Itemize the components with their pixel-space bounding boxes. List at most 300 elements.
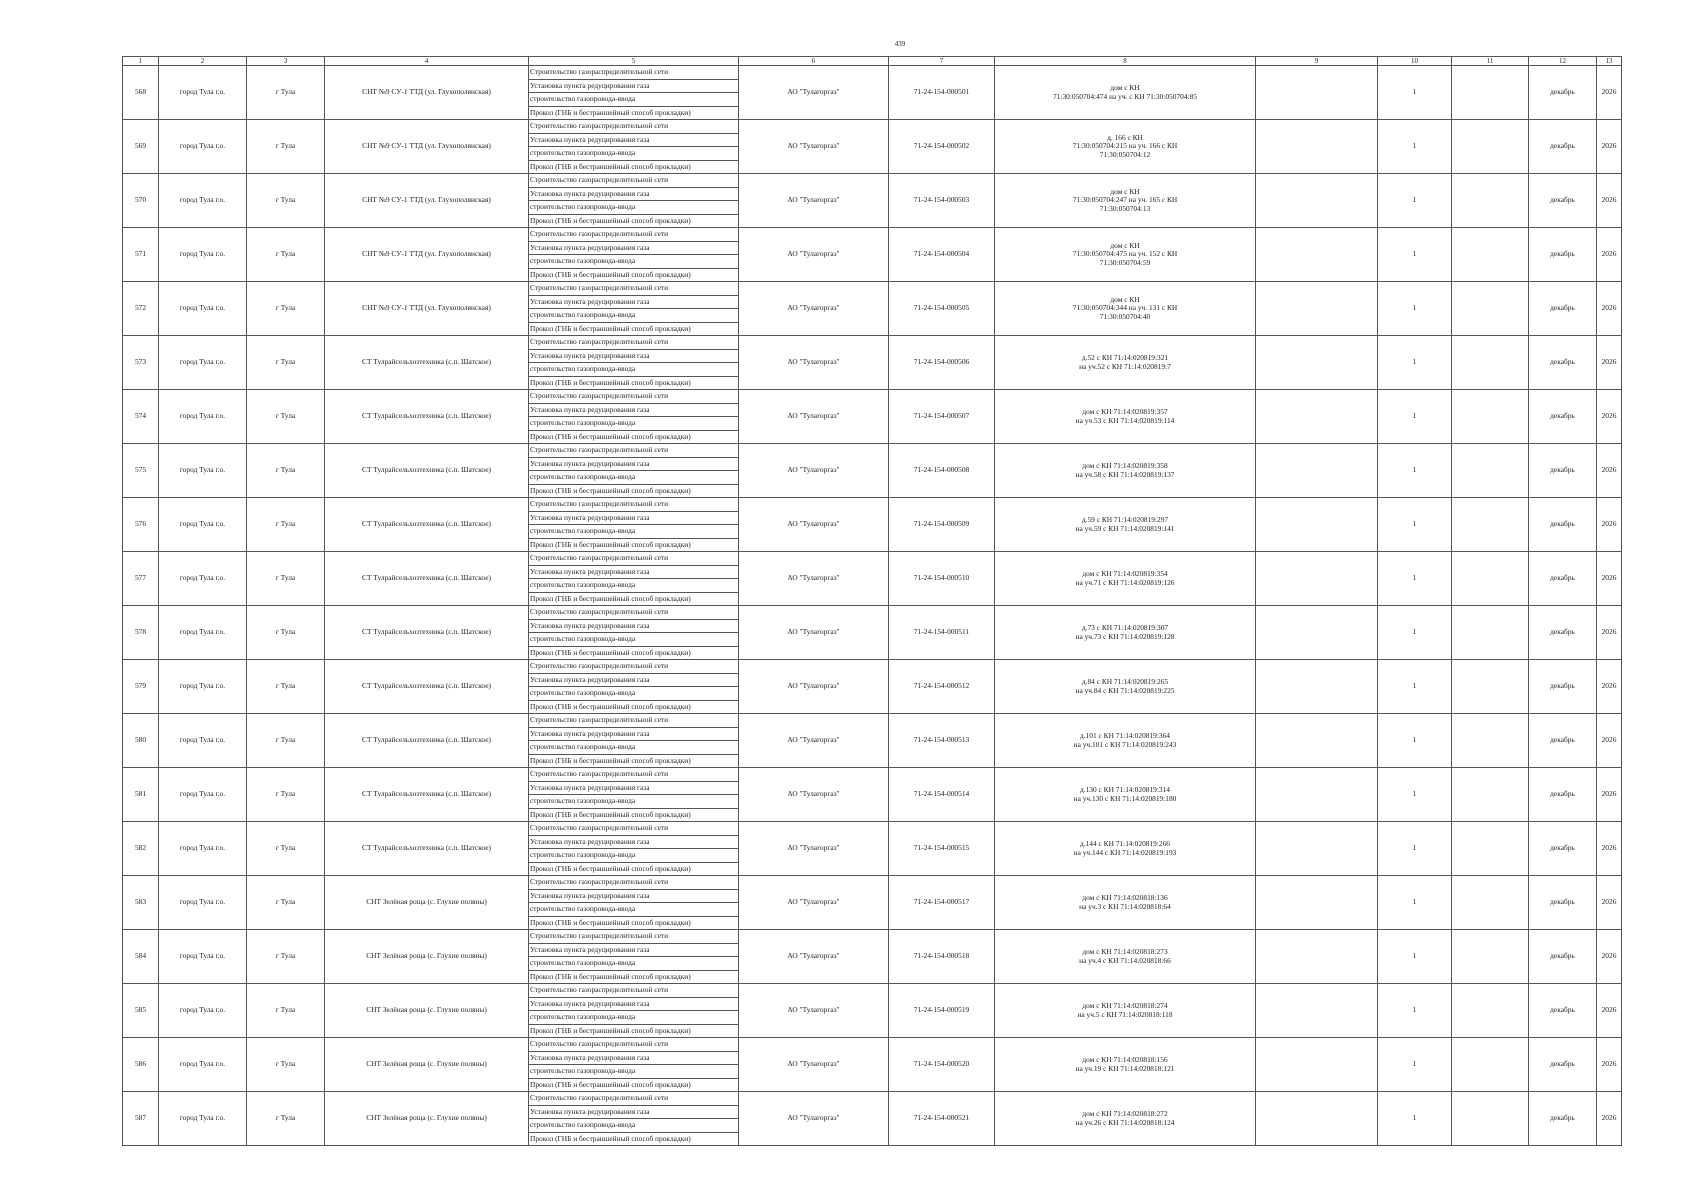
work-item-cell: строительство газопровода-ввода	[529, 579, 739, 593]
object-code-cell: 71-24-154-000518	[889, 930, 995, 984]
work-item-cell: строительство газопровода-ввода	[529, 1119, 739, 1133]
month-cell: декабрь	[1529, 66, 1597, 120]
column-header: 7	[889, 57, 995, 66]
table-row	[123, 984, 1622, 998]
table-row	[123, 444, 1622, 458]
work-item-cell: строительство газопровода-ввода	[529, 849, 739, 863]
empty-cell	[1256, 660, 1378, 714]
work-item-cell: Установка пункта редуцирования газа	[529, 241, 739, 255]
row-number: 578	[123, 606, 159, 660]
row-number: 587	[123, 1092, 159, 1146]
quantity-cell: 1	[1378, 444, 1452, 498]
address-cell	[995, 1038, 1256, 1092]
empty-cell	[1256, 498, 1378, 552]
address-line: д.73 с КН 71:14:020819:307	[1081, 623, 1169, 633]
work-item-cell: Прокол (ГНБ и бестраншейный способ прокладки)	[529, 268, 739, 282]
column-header: 6	[739, 57, 889, 66]
locality-cell: г Тула	[247, 498, 325, 552]
object-name-cell: СТ Тулрайсельхозтехника (с.п. Шатское)	[325, 390, 529, 444]
empty-cell	[1256, 336, 1378, 390]
month-cell: декабрь	[1529, 930, 1597, 984]
month-cell: декабрь	[1529, 282, 1597, 336]
object-name-cell: СТ Тулрайсельхозтехника (с.п. Шатское)	[325, 822, 529, 876]
work-item-cell: строительство газопровода-ввода	[529, 687, 739, 701]
work-item-cell: строительство газопровода-ввода	[529, 363, 739, 377]
empty-cell	[1452, 1092, 1529, 1146]
work-item-cell: Строительство газораспределительной сети	[529, 444, 739, 458]
district-cell: город Тула г.о.	[159, 1038, 247, 1092]
row-number: 577	[123, 552, 159, 606]
month-cell: декабрь	[1529, 714, 1597, 768]
object-code-cell: 71-24-154-000520	[889, 1038, 995, 1092]
empty-cell	[1452, 336, 1529, 390]
work-item-cell: Прокол (ГНБ и бестраншейный способ прокладки)	[529, 970, 739, 984]
empty-cell	[1256, 930, 1378, 984]
district-cell: город Тула г.о.	[159, 390, 247, 444]
column-header: 4	[325, 57, 529, 66]
table-row	[123, 1038, 1622, 1052]
organization-cell: АО "Тулагоргаз"	[739, 336, 889, 390]
work-item-cell: Установка пункта редуцирования газа	[529, 619, 739, 633]
empty-cell	[1256, 66, 1378, 120]
object-name-cell: СНТ Зелёная роща (с. Глухие поляны)	[325, 1092, 529, 1146]
organization-cell: АО "Тулагоргаз"	[739, 1092, 889, 1146]
column-header: 8	[995, 57, 1256, 66]
work-item-cell: строительство газопровода-ввода	[529, 309, 739, 323]
locality-cell: г Тула	[247, 228, 325, 282]
row-number: 580	[123, 714, 159, 768]
locality-cell: г Тула	[247, 984, 325, 1038]
row-number: 584	[123, 930, 159, 984]
work-item-cell: Строительство газораспределительной сети	[529, 660, 739, 674]
district-cell: город Тула г.о.	[159, 1092, 247, 1146]
year-cell: 2026	[1597, 336, 1622, 390]
empty-cell	[1452, 390, 1529, 444]
table-row	[123, 1092, 1622, 1106]
quantity-cell: 1	[1378, 768, 1452, 822]
work-item-cell: Строительство газораспределительной сети	[529, 390, 739, 404]
locality-cell: г Тула	[247, 390, 325, 444]
district-cell: город Тула г.о.	[159, 444, 247, 498]
organization-cell: АО "Тулагоргаз"	[739, 552, 889, 606]
organization-cell: АО "Тулагоргаз"	[739, 930, 889, 984]
address-cell	[995, 930, 1256, 984]
quantity-cell: 1	[1378, 714, 1452, 768]
organization-cell: АО "Тулагоргаз"	[739, 174, 889, 228]
address-line: на уч.26 с КН 71:14:020818:124	[1075, 1117, 1175, 1127]
address-line: на уч.58 с КН 71:14:020819:137	[1075, 469, 1175, 479]
locality-cell: г Тула	[247, 174, 325, 228]
work-item-cell: строительство газопровода-ввода	[529, 1011, 739, 1025]
work-item-cell: Установка пункта редуцирования газа	[529, 727, 739, 741]
month-cell: декабрь	[1529, 120, 1597, 174]
month-cell: декабрь	[1529, 390, 1597, 444]
empty-cell	[1256, 822, 1378, 876]
organization-cell: АО "Тулагоргаз"	[739, 444, 889, 498]
work-item-cell: Строительство газораспределительной сети	[529, 282, 739, 296]
row-number: 582	[123, 822, 159, 876]
object-name-cell: СНТ №9 СУ-1 ТТД (ул. Глухополянская)	[325, 174, 529, 228]
year-cell: 2026	[1597, 444, 1622, 498]
page-number: 439	[894, 40, 906, 48]
table-row	[123, 606, 1622, 620]
empty-cell	[1256, 984, 1378, 1038]
district-cell: город Тула г.о.	[159, 660, 247, 714]
work-item-cell: Строительство газораспределительной сети	[529, 714, 739, 728]
table-row	[123, 228, 1622, 242]
row-number: 583	[123, 876, 159, 930]
table-row	[123, 66, 1622, 80]
work-item-cell: Прокол (ГНБ и бестраншейный способ прокладки)	[529, 1024, 739, 1038]
empty-cell	[1452, 606, 1529, 660]
address-cell	[995, 66, 1256, 120]
work-item-cell: строительство газопровода-ввода	[529, 417, 739, 431]
district-cell: город Тула г.о.	[159, 876, 247, 930]
address-cell	[995, 1092, 1256, 1146]
quantity-cell: 1	[1378, 174, 1452, 228]
empty-cell	[1452, 174, 1529, 228]
year-cell: 2026	[1597, 120, 1622, 174]
month-cell: декабрь	[1529, 498, 1597, 552]
organization-cell: АО "Тулагоргаз"	[739, 984, 889, 1038]
year-cell: 2026	[1597, 390, 1622, 444]
address-line: на уч.4 с КН 71:14:020818:66	[1079, 955, 1171, 965]
work-item-cell: строительство газопровода-ввода	[529, 93, 739, 107]
work-item-cell: Строительство газораспределительной сети	[529, 336, 739, 350]
row-number: 576	[123, 498, 159, 552]
empty-cell	[1452, 930, 1529, 984]
empty-cell	[1256, 282, 1378, 336]
table-row	[123, 498, 1622, 512]
table-row	[123, 660, 1622, 674]
month-cell: декабрь	[1529, 552, 1597, 606]
year-cell: 2026	[1597, 66, 1622, 120]
locality-cell: г Тула	[247, 660, 325, 714]
empty-cell	[1256, 390, 1378, 444]
object-code-cell: 71-24-154-000506	[889, 336, 995, 390]
row-number: 586	[123, 1038, 159, 1092]
address-cell	[995, 822, 1256, 876]
quantity-cell: 1	[1378, 606, 1452, 660]
work-item-cell: Прокол (ГНБ и бестраншейный способ прокладки)	[529, 700, 739, 714]
address-line: д.59 с КН 71:14:020819:297	[1081, 515, 1169, 525]
work-item-cell: Прокол (ГНБ и бестраншейный способ прокладки)	[529, 808, 739, 822]
work-item-cell: Прокол (ГНБ и бестраншейный способ прокладки)	[529, 376, 739, 390]
object-name-cell: СНТ №9 СУ-1 ТТД (ул. Глухополянская)	[325, 228, 529, 282]
year-cell: 2026	[1597, 174, 1622, 228]
address-line: дом с КН	[1110, 186, 1140, 196]
work-item-cell: Прокол (ГНБ и бестраншейный способ прокладки)	[529, 916, 739, 930]
work-item-cell: Установка пункта редуцирования газа	[529, 295, 739, 309]
address-cell	[995, 336, 1256, 390]
row-number: 574	[123, 390, 159, 444]
year-cell: 2026	[1597, 660, 1622, 714]
locality-cell: г Тула	[247, 768, 325, 822]
column-header: 9	[1256, 57, 1378, 66]
work-item-cell: Установка пункта редуцирования газа	[529, 835, 739, 849]
work-item-cell: Строительство газораспределительной сети	[529, 552, 739, 566]
address-line: д.144 с КН 71:14:020819:266	[1080, 839, 1170, 849]
month-cell: декабрь	[1529, 768, 1597, 822]
row-number: 571	[123, 228, 159, 282]
address-cell	[995, 768, 1256, 822]
column-header: 10	[1378, 57, 1452, 66]
address-line: на уч.73 с КН 71:14:020819:128	[1075, 631, 1175, 641]
address-line: 71:30:050704:59	[1099, 257, 1151, 267]
organization-cell: АО "Тулагоргаз"	[739, 498, 889, 552]
quantity-cell: 1	[1378, 822, 1452, 876]
work-item-cell: Строительство газораспределительной сети	[529, 984, 739, 998]
object-code-cell: 71-24-154-000517	[889, 876, 995, 930]
address-line: дом с КН 71:14:020818:273	[1082, 947, 1168, 957]
locality-cell: г Тула	[247, 1092, 325, 1146]
locality-cell: г Тула	[247, 714, 325, 768]
work-item-cell: строительство газопровода-ввода	[529, 525, 739, 539]
object-name-cell: СНТ №9 СУ-1 ТТД (ул. Глухополянская)	[325, 66, 529, 120]
work-item-cell: Установка пункта редуцирования газа	[529, 889, 739, 903]
locality-cell: г Тула	[247, 822, 325, 876]
month-cell: декабрь	[1529, 174, 1597, 228]
table-row	[123, 390, 1622, 404]
year-cell: 2026	[1597, 930, 1622, 984]
object-code-cell: 71-24-154-000513	[889, 714, 995, 768]
work-item-cell: Установка пункта редуцирования газа	[529, 1051, 739, 1065]
work-item-cell: строительство газопровода-ввода	[529, 903, 739, 917]
district-cell: город Тула г.о.	[159, 228, 247, 282]
year-cell: 2026	[1597, 606, 1622, 660]
object-code-cell: 71-24-154-000510	[889, 552, 995, 606]
work-item-cell: Установка пункта редуцирования газа	[529, 997, 739, 1011]
work-item-cell: Прокол (ГНБ и бестраншейный способ прокладки)	[529, 484, 739, 498]
district-cell: город Тула г.о.	[159, 66, 247, 120]
locality-cell: г Тула	[247, 876, 325, 930]
quantity-cell: 1	[1378, 390, 1452, 444]
empty-cell	[1256, 444, 1378, 498]
object-code-cell: 71-24-154-000519	[889, 984, 995, 1038]
address-cell	[995, 282, 1256, 336]
address-line: 71:30:050704:215 на уч. 166 с КН	[1072, 141, 1178, 151]
month-cell: декабрь	[1529, 228, 1597, 282]
address-cell	[995, 552, 1256, 606]
column-header: 3	[247, 57, 325, 66]
year-cell: 2026	[1597, 768, 1622, 822]
address-line: д.84 с КН 71:14:020819:265	[1081, 677, 1169, 687]
gasification-table	[122, 56, 1622, 1146]
work-item-cell: Прокол (ГНБ и бестраншейный способ прокладки)	[529, 646, 739, 660]
work-item-cell: Установка пункта редуцирования газа	[529, 349, 739, 363]
work-item-cell: строительство газопровода-ввода	[529, 255, 739, 269]
address-line: на уч.52 с КН 71:14:020819:7	[1079, 361, 1171, 371]
work-item-cell: Строительство газораспределительной сети	[529, 768, 739, 782]
address-line: дом с КН	[1110, 83, 1140, 93]
object-code-cell: 71-24-154-000521	[889, 1092, 995, 1146]
quantity-cell: 1	[1378, 876, 1452, 930]
address-line: 71:30:050704:474 на уч. с КН 71:30:050704:85	[1053, 91, 1197, 101]
quantity-cell: 1	[1378, 660, 1452, 714]
work-item-cell: Строительство газораспределительной сети	[529, 1092, 739, 1106]
work-item-cell: Установка пункта редуцирования газа	[529, 1105, 739, 1119]
table-row	[123, 930, 1622, 944]
address-line: дом с КН 71:14:020819:357	[1082, 407, 1168, 417]
object-name-cell: СНТ Зелёная роща (с. Глухие поляны)	[325, 876, 529, 930]
organization-cell: АО "Тулагоргаз"	[739, 606, 889, 660]
locality-cell: г Тула	[247, 336, 325, 390]
work-item-cell: Прокол (ГНБ и бестраншейный способ прокладки)	[529, 1078, 739, 1092]
work-item-cell: Установка пункта редуцирования газа	[529, 133, 739, 147]
district-cell: город Тула г.о.	[159, 498, 247, 552]
column-header: 5	[529, 57, 739, 66]
column-header: 12	[1529, 57, 1597, 66]
object-code-cell: 71-24-154-000514	[889, 768, 995, 822]
table-row	[123, 822, 1622, 836]
work-item-cell: строительство газопровода-ввода	[529, 147, 739, 161]
empty-cell	[1256, 1092, 1378, 1146]
work-item-cell: Установка пункта редуцирования газа	[529, 943, 739, 957]
work-item-cell: Строительство газораспределительной сети	[529, 66, 739, 80]
empty-cell	[1452, 444, 1529, 498]
address-line: дом с КН 71:14:020818:274	[1082, 1001, 1168, 1011]
work-item-cell: Строительство газораспределительной сети	[529, 228, 739, 242]
address-line: на уч.84 с КН 71:14:020819:225	[1075, 685, 1175, 695]
work-item-cell: Строительство газораспределительной сети	[529, 930, 739, 944]
quantity-cell: 1	[1378, 336, 1452, 390]
locality-cell: г Тула	[247, 282, 325, 336]
work-item-cell: Строительство газораспределительной сети	[529, 606, 739, 620]
object-code-cell: 71-24-154-000504	[889, 228, 995, 282]
address-line: дом с КН 71:14:020818:136	[1082, 893, 1168, 903]
object-code-cell: 71-24-154-000512	[889, 660, 995, 714]
work-item-cell: Прокол (ГНБ и бестраншейный способ прокладки)	[529, 160, 739, 174]
empty-cell	[1256, 714, 1378, 768]
locality-cell: г Тула	[247, 120, 325, 174]
work-item-cell: Установка пункта редуцирования газа	[529, 511, 739, 525]
quantity-cell: 1	[1378, 282, 1452, 336]
row-number: 568	[123, 66, 159, 120]
empty-cell	[1452, 66, 1529, 120]
empty-cell	[1256, 876, 1378, 930]
address-cell	[995, 390, 1256, 444]
organization-cell: АО "Тулагоргаз"	[739, 714, 889, 768]
row-number: 572	[123, 282, 159, 336]
locality-cell: г Тула	[247, 66, 325, 120]
address-line: дом с КН 71:14:020819:354	[1082, 569, 1168, 579]
address-line: д.130 с КН 71:14:020819:314	[1080, 785, 1170, 795]
address-line: 71:30:050704:247 на уч. 165 с КН	[1072, 195, 1178, 205]
work-item-cell: Строительство газораспределительной сети	[529, 822, 739, 836]
quantity-cell: 1	[1378, 984, 1452, 1038]
column-header: 2	[159, 57, 247, 66]
quantity-cell: 1	[1378, 1092, 1452, 1146]
empty-cell	[1452, 714, 1529, 768]
district-cell: город Тула г.о.	[159, 282, 247, 336]
district-cell: город Тула г.о.	[159, 930, 247, 984]
object-code-cell: 71-24-154-000515	[889, 822, 995, 876]
address-cell	[995, 714, 1256, 768]
work-item-cell: строительство газопровода-ввода	[529, 741, 739, 755]
work-item-cell: Строительство газораспределительной сети	[529, 876, 739, 890]
work-item-cell: Строительство газораспределительной сети	[529, 1038, 739, 1052]
month-cell: декабрь	[1529, 876, 1597, 930]
address-line: на уч.19 с КН 71:14:020818:121	[1075, 1063, 1175, 1073]
work-item-cell: строительство газопровода-ввода	[529, 1065, 739, 1079]
year-cell: 2026	[1597, 228, 1622, 282]
table-body	[123, 66, 1622, 1146]
organization-cell: АО "Тулагоргаз"	[739, 390, 889, 444]
empty-cell	[1256, 228, 1378, 282]
address-line: на уч.53 с КН 71:14:020819:114	[1075, 415, 1175, 425]
quantity-cell: 1	[1378, 930, 1452, 984]
month-cell: декабрь	[1529, 1038, 1597, 1092]
organization-cell: АО "Тулагоргаз"	[739, 228, 889, 282]
work-item-cell: Прокол (ГНБ и бестраншейный способ прокладки)	[529, 214, 739, 228]
quantity-cell: 1	[1378, 66, 1452, 120]
organization-cell: АО "Тулагоргаз"	[739, 282, 889, 336]
district-cell: город Тула г.о.	[159, 336, 247, 390]
address-line: 71:30:050704:475 на уч. 152 с КН	[1072, 249, 1178, 259]
object-name-cell: СНТ Зелёная роща (с. Глухие поляны)	[325, 1038, 529, 1092]
address-cell	[995, 606, 1256, 660]
locality-cell: г Тула	[247, 444, 325, 498]
organization-cell: АО "Тулагоргаз"	[739, 768, 889, 822]
table-row	[123, 876, 1622, 890]
address-line: на уч.130 с КН 71:14:020819:180	[1073, 793, 1177, 803]
object-name-cell: СНТ №9 СУ-1 ТТД (ул. Глухополянская)	[325, 120, 529, 174]
empty-cell	[1256, 174, 1378, 228]
district-cell: город Тула г.о.	[159, 552, 247, 606]
work-item-cell: строительство газопровода-ввода	[529, 795, 739, 809]
work-item-cell: Установка пункта редуцирования газа	[529, 457, 739, 471]
district-cell: город Тула г.о.	[159, 120, 247, 174]
work-item-cell: Прокол (ГНБ и бестраншейный способ прокладки)	[529, 322, 739, 336]
address-line: дом с КН 71:14:020818:272	[1082, 1109, 1168, 1119]
row-number: 585	[123, 984, 159, 1038]
object-name-cell: СНТ Зелёная роща (с. Глухие поляны)	[325, 930, 529, 984]
year-cell: 2026	[1597, 984, 1622, 1038]
month-cell: декабрь	[1529, 444, 1597, 498]
work-item-cell: Прокол (ГНБ и бестраншейный способ прокладки)	[529, 592, 739, 606]
address-cell	[995, 660, 1256, 714]
work-item-cell: Установка пункта редуцирования газа	[529, 781, 739, 795]
locality-cell: г Тула	[247, 1038, 325, 1092]
work-item-cell: строительство газопровода-ввода	[529, 957, 739, 971]
address-line: 71:30:050704:40	[1099, 311, 1151, 321]
year-cell: 2026	[1597, 552, 1622, 606]
address-line: 71:30:050704:13	[1099, 203, 1151, 213]
empty-cell	[1452, 1038, 1529, 1092]
empty-cell	[1256, 1038, 1378, 1092]
organization-cell: АО "Тулагоргаз"	[739, 120, 889, 174]
object-name-cell: СТ Тулрайсельхозтехника (с.п. Шатское)	[325, 336, 529, 390]
object-code-cell: 71-24-154-000503	[889, 174, 995, 228]
work-item-cell: Прокол (ГНБ и бестраншейный способ прокладки)	[529, 538, 739, 552]
month-cell: декабрь	[1529, 984, 1597, 1038]
work-item-cell: строительство газопровода-ввода	[529, 471, 739, 485]
work-item-cell: Строительство газораспределительной сети	[529, 498, 739, 512]
quantity-cell: 1	[1378, 1038, 1452, 1092]
empty-cell	[1452, 228, 1529, 282]
locality-cell: г Тула	[247, 552, 325, 606]
work-item-cell: Установка пункта редуцирования газа	[529, 403, 739, 417]
work-item-cell: Установка пункта редуцирования газа	[529, 79, 739, 93]
address-cell	[995, 876, 1256, 930]
work-item-cell: Прокол (ГНБ и бестраншейный способ прокладки)	[529, 1132, 739, 1146]
quantity-cell: 1	[1378, 120, 1452, 174]
object-name-cell: СТ Тулрайсельхозтехника (с.п. Шатское)	[325, 606, 529, 660]
object-code-cell: 71-24-154-000501	[889, 66, 995, 120]
table-row	[123, 120, 1622, 134]
year-cell: 2026	[1597, 282, 1622, 336]
year-cell: 2026	[1597, 498, 1622, 552]
